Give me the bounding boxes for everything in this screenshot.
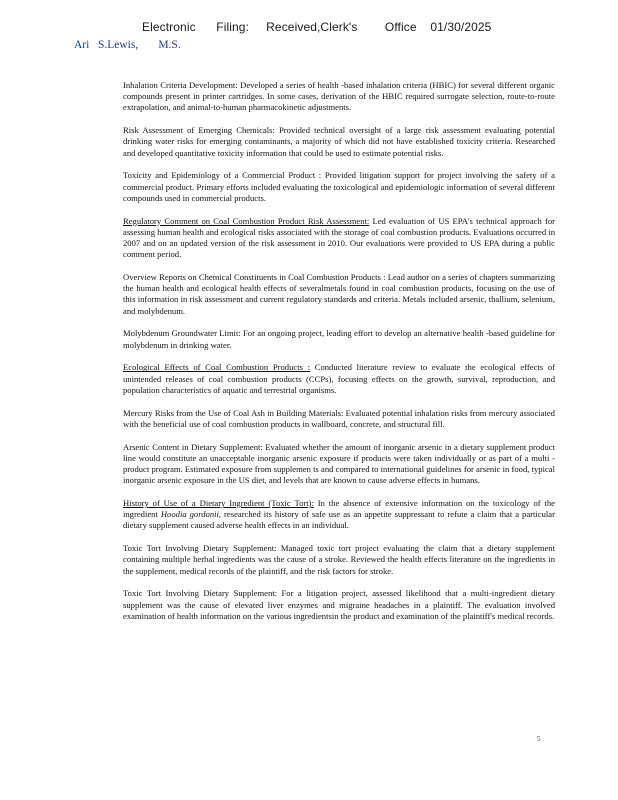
entry-text: Led evaluation of US EPA's technical approach for assessing human health and ecological risks associated with the storage of coal combustion products. Evaluations occurred in 2007 and on an updated version of the risk assessment in 2010. Our evaluations were provided to US EPA during a public comment period. bbox=[123, 215, 555, 260]
entry-mercury-risks bbox=[123, 408, 555, 430]
entry-title: Molybdenum Groundwater Limit: bbox=[123, 328, 241, 339]
entry-text: Managed toxic tort project evaluating the claim that a dietary supplement containing multiple herbal ingredients was the cause of a stroke. Reviewed the health effects literature on the ingredients in the supplement, medical records of the plaintiff, and the risk factors for stroke. bbox=[123, 543, 555, 576]
entry-title: Mercury Risks from the Use of Coal Ash in Building Materials: bbox=[123, 407, 344, 418]
entry-history-dietary-ingredient bbox=[123, 498, 555, 532]
entry-text: For an ongoing project, leading effort to develop an alternative health -based guideline for molybdenum in drinking water. bbox=[123, 328, 556, 350]
entry-toxic-tort-liver bbox=[123, 588, 555, 622]
entry-title: Toxic Tort Involving Dietary Supplement: bbox=[123, 543, 277, 554]
entry-title: Regulatory Comment on Coal Combustion Product Risk Assessment: bbox=[123, 215, 370, 226]
entry-title: Toxicity and Epidemiology of a Commercial Product : bbox=[123, 170, 322, 181]
entry-title: Toxic Tort Involving Dietary Supplement: bbox=[123, 588, 278, 599]
entry-toxic-tort-stroke bbox=[123, 543, 555, 577]
page-number: 5 bbox=[537, 735, 541, 743]
author-name: Ari S.Lewis, M.S. bbox=[74, 39, 181, 51]
entry-text: Evaluated whether the amount of inorganic arsenic in a dietary supplement product line would constitute an unacceptable inorganic arsenic exposure if products were taken individually or as part of a multi -product program. Estimated exposure from supplemen ts and compared to international guidelines for arsenic in food, typical inorganic arsenic exposure in the US diet, and levels that are known to cause adverse effects in humans. bbox=[123, 441, 555, 486]
entry-risk-assessment-emerging bbox=[123, 125, 555, 159]
document-body bbox=[123, 80, 555, 634]
entry-text: Evaluated potential inhalation risks from mercury associated with the beneficial use of coal combustion products in wallboard, concrete, and structural fill. bbox=[123, 407, 555, 429]
filing-stamp: Electronic Filing: Received,Clerk's Office 01/30/2025 bbox=[142, 20, 492, 34]
entry-title: History of Use of a Dietary Ingredient (Toxic Tort): bbox=[123, 498, 314, 509]
entry-text: Conducted literature review to evaluate the ecological effects of unintended releases of coal combustion products (CCPs), focusing effects on the growth, survival, reproduction, and population characteristics of aquatic and terrestrial organisms. bbox=[123, 362, 555, 395]
entry-inhalation-criteria bbox=[123, 80, 555, 114]
entry-title: Overview Reports on Chemical Constituents in Coal Combustion Products : bbox=[123, 272, 386, 283]
entry-title: Risk Assessment of Emerging Chemicals: bbox=[123, 125, 275, 136]
entry-title: Ecological Effects of Coal Combustion Products : bbox=[123, 362, 311, 373]
entry-ecological-effects bbox=[123, 362, 555, 396]
entry-arsenic-content bbox=[123, 442, 555, 487]
entry-italic-species: Hoodia gordonii bbox=[160, 509, 219, 520]
entry-title: Arsenic Content in Dietary Supplement: bbox=[123, 441, 263, 452]
entry-molybdenum-limit bbox=[123, 328, 555, 350]
entry-text: Lead author on a series of chapters summarizing the human health and ecological health effects of severalmetals found in coal combustion products, focusing on the use of this information in risk assessment and current regulatory standards and criteria. Metals included arsenic, thallium, selenium, and molybdenum. bbox=[123, 272, 555, 316]
entry-text: In the absence of extensive information on the toxicology of the ingredient bbox=[123, 498, 555, 520]
entry-overview-reports bbox=[123, 272, 555, 317]
entry-title: Inhalation Criteria Development: bbox=[123, 80, 238, 90]
entry-text: Provided technical oversight of a large risk assessment evaluating potential drinking water risks for emerging contaminants, a majority of which did not have established toxicity criteria. Researched and developed quantitative toxicity information that could be used to estimate potential risks. bbox=[123, 125, 555, 158]
entry-toxicity-epidemiology bbox=[123, 170, 555, 204]
entry-text: Developed a series of health -based inhalation criteria (HBIC) for several different organic compounds present in printer cartridges. In some cases, derivation of the HBIC required surrogate selection, route-to-route extrapolation, and animal-to-human pharmacokinetic adjustments. bbox=[123, 80, 555, 113]
entry-regulatory-comment bbox=[123, 216, 555, 261]
entry-text: , researched its history of safe use as an appetite suppressant to refute a claim that a particular dietary supplement caused adverse health effects in an individual. bbox=[123, 509, 555, 531]
entry-text: For a litigation project, assessed likelihood that a multi-ingredient dietary supplement was the cause of elevated liver enzymes and migraine headaches in a plaintiff. The evaluation involved examination of health information on the various ingredientsin the product and examination of the plaintiff's medical records. bbox=[123, 588, 555, 621]
entry-text: Provided litigation support for project involving the safety of a commercial product. Primary efforts included evaluating the toxicological and epidemiologic information of several different compounds used in commercial products. bbox=[123, 170, 555, 203]
